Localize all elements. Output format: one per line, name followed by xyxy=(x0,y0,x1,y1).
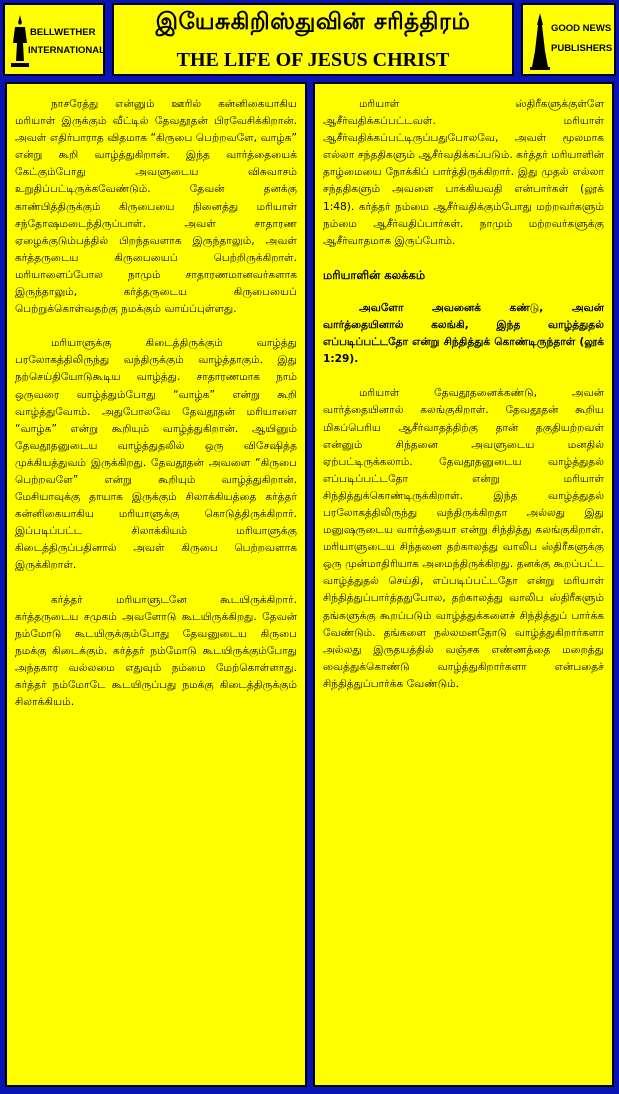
tower-icon xyxy=(529,11,551,71)
right-logo-line-1: GOOD NEWS xyxy=(551,23,612,34)
bellwether-logo xyxy=(3,3,105,76)
paragraph: மரியாளுக்கு கிடைத்திருக்கும் வாழ்த்து பரலோகத்திலிருந்து வந்திருக்கும் வாழ்த்தாகும். இது நற்செய்தியோடுகூடிய வாழ்த்து. சாதாரணமாக நாம் ஒருவரை வாழ்த்தும்போது “வாழ்க” என்று கூறி வாழ்த்துவோம். அதுபோலவே தேவதூதன் மரியாளை “வாழ்க” என்று கூறியும் வாழ்த்துகிறான். ஆயினும் தேவதூதனுடைய வாழ்த்துதலில் ஒரு விசேஷித்த முக்கியத்துவம் இருக்கிறது. தேவதூதன் அவளை “கிருபை பெற்றவளே” என்று கூறியும் வாழ்த்துகிறான். மேசியாவுக்கு தாயாக இருக்கும் சிலாக்கியத்தை கர்த்தர் கன்னிகையாகிய மரியாளுக்கு கொடுத்திருக்கிறார். இப்படிப்பட்ட சிலாக்கியம் மரியாளுக்கு கிடைத்திருப்பதினால் அவள் கிருபை பெற்றவளாக இருக்கிறாள். xyxy=(15,337,297,572)
bellwether-figure-icon xyxy=(9,13,31,68)
paragraph: மரியாள் ஸ்திரீகளுக்குள்ளே ஆசீர்வதிக்கப்பட்டவள். மரியாள் ஆசீர்வதிக்கப்பட்டிருப்பதுபோலவே, அவள் மூலமாக எல்லா சந்ததிகளும் ஆசீர்வதிக்கப்படும். கர்த்தர் மரியாளின் தாழ்மையை நோக்கிப் பார்த்திருக்கிறார். இது முதல் எல்லா சந்ததிகளும் அவளை பாக்கியவதி என்பார்கள் (லூக் 1:48). கர்த்தர் நம்மை ஆசீர்வதிக்கும்போது மற்றவர்களும் நம்மை ஆசீர்வதிப்பார்கள். நாமும் மற்றவர்களுக்கு ஆசீர்வாதமாக இருப்போம். xyxy=(323,98,604,247)
left-logo-line-1: BELLWETHER xyxy=(30,27,96,38)
paragraph: மரியாள் தேவதூதனைக்கண்டு, அவன் வார்த்தையினால் கலங்குகிறாள். தேவதூதன் கூறிய மிகப்பெரிய ஆசீர்வாதத்திற்கு தான் தகுதியற்றவள் என்னும் சிந்தனை அவளுடைய மனதில் ஏற்பட்டிருக்கலாம். தேவதூதனுடைய வாழ்த்துதல் எப்படிப்பட்டதோ என்று மரியாள் சிந்தித்துக்கொண்டிருக்கிறாள். இந்த வாழ்த்துதல் பரலோகத்திலிருந்து வந்திருக்கிறதா அல்லது இது மனுஷருடைய வார்த்தையா என்று சிந்தித்து கலங்குகிறாள். மரியாளுடைய சிந்தனை தற்காலத்து வாலிப ஸ்திரீகளுக்கு ஒரு முன்மாதிரியாக அமைந்திருக்கிறது. தனக்கு கூறப்பட்ட வாழ்த்துதல் செய்தி, எப்படிப்பட்டதோ என்று மரியாள் சிந்தித்துப்பார்த்ததுபோல, தற்காலத்து வாலிப ஸ்திரீகளும் தங்களுக்கு கூறப்படும் வாழ்த்துக்களைச் சிந்தித்துப் பார்க்க வேண்டும். தங்களை நல்லமனதோடு வாழ்த்துகிறார்களா அல்லது இருதயத்தில் வஞ்சக எண்ணத்தை மறைத்து வைத்துக்கொண்டு வாழ்த்துகிறார்களா என்பதைச் சிந்தித்துப்பார்க்க வேண்டும். xyxy=(323,387,604,690)
paragraph: நாசரேத்து என்னும் ஊரில் கன்னிகையாகிய மரியாள் இருக்கும் வீட்டில் தேவதூதன் பிரவேசிக்கிறான். அவள் எதிர்பாராத விதமாக “கிருபை பெற்றவளே, வாழ்க” என்று கூறி வாழ்த்துகிறான். இந்த வார்த்தையைக் கேட்கும்போது அவளுடைய விசுவாசம் உறுதிப்பட்டிருக்கவேண்டும். தேவன் தனக்கு காண்பித்திருக்கும் கிருபையை நினைத்து மரியாள் சந்தோஷமடைந்திருப்பாள். அவள் சாதாரண ஏழைக்குடும்பத்தில் பிறந்தவளாக இருந்தாலும், அவள் கர்த்தருடைய கிருபையைப் பெற்றிருக்கிறாள். மரியாளைப்போல நாமும் சாதாரணமானவர்களாக இருந்தாலும், கர்த்தருடைய கிருபையைப் பெற்றுக்கொள்வதற்கு நமக்கும் வாய்ப்புள்ளது. xyxy=(15,98,297,316)
paragraph: கர்த்தர் மரியாளுடனே கூடயிருக்கிறார். கர்த்தருடைய சமுகம் அவளோடு கூடயிருக்கிறது. தேவன் நம்மோடு கூடயிருக்கும்போது தேவனுடைய கிருபை நமக்கு கிடைக்கும். கர்த்தர் நம்மோடு கூடயிருக்கும்போது அந்தகார வல்லமை எதுவும் நம்மை மேற்கொள்ளாது. கர்த்தர் நம்மோடே கூடயிருப்பது நமக்கு கிடைத்திருக்கும் சிலாக்கியம். xyxy=(15,593,297,709)
title-banner xyxy=(112,3,514,76)
right-column xyxy=(313,82,614,1087)
scripture-quote: அவளோ அவனைக் கண்டு, அவன் வார்த்தையினால் கலங்கி, இந்த வாழ்த்துதல் எப்படிப்பட்டதோ என்று சிந்தித்துக் கொண்டிருந்தாள் (லூக் 1:29). xyxy=(323,301,604,366)
right-column-text xyxy=(323,96,604,710)
section-heading: மரியாளின் கலக்கம் xyxy=(323,267,426,282)
left-logo-line-2: INTERNATIONAL xyxy=(28,45,105,56)
good-news-publishers-logo xyxy=(521,3,616,76)
right-logo-line-2: PUBLISHERS xyxy=(551,43,613,54)
left-column xyxy=(5,82,307,1087)
page-title-english: THE LIFE OF JESUS CHRIST xyxy=(176,49,450,71)
left-column-text xyxy=(15,96,297,728)
page-title-tamil: இயேசுகிறிஸ்துவின் சரித்திரம் xyxy=(155,9,471,35)
